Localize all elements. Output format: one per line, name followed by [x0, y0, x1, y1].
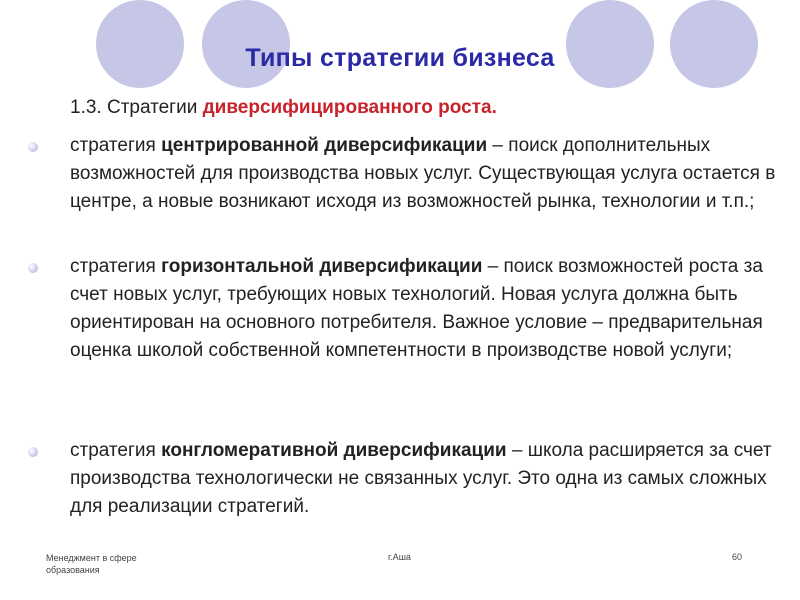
bullet-text-post: – поиск возможностей роста за счет новых услуг, требующих новых технологий. Новая услуга должна быть ориентирован на основного потребителя. Важное условие – предварительная оценка школой собственной компетентности в производстве новой услуги; [70, 256, 763, 361]
footer-left-text: Менеджмент в сфере образования [46, 553, 137, 575]
bullet-dot-icon [28, 447, 38, 457]
subtitle-highlight: диверсифицированного роста. [202, 97, 497, 118]
page-number: 60 [732, 552, 743, 562]
bullet-text-bold: конгломеративной диверсификации [161, 440, 507, 461]
bullet-text-post: – школа расширяется за счет производства технологически не связанных услуг. Это одна из самых сложных для реализации стратегий. [70, 440, 772, 517]
bullet-text-pre: стратегия [70, 440, 162, 461]
footer-center-text: г.Аша [388, 552, 411, 562]
subtitle-prefix: 1.3. Стратегии [70, 97, 203, 118]
bullet-dot-icon [28, 142, 38, 152]
bullet-text-post: – поиск дополнительных возможностей для производства новых услуг. Существующая услуга остается в центре, а новые возникают исходя из возможностей рынка, технологии и т.п.; [70, 135, 776, 212]
bullet-item-horizontal [0, 253, 800, 365]
bullet-text-bold: горизонтальной диверсификации [161, 256, 483, 277]
bullet-text-pre: стратегия [70, 256, 162, 277]
bullet-text-bold: центрированной диверсификации [161, 135, 488, 156]
bullet-dot-icon [28, 263, 38, 273]
slide-title: Типы стратегии бизнеса [245, 44, 555, 72]
slide-subtitle [70, 97, 497, 119]
bullet-text-pre: стратегия [70, 135, 162, 156]
bullet-item-centered [0, 132, 800, 216]
bullet-item-conglomerate [0, 437, 800, 521]
